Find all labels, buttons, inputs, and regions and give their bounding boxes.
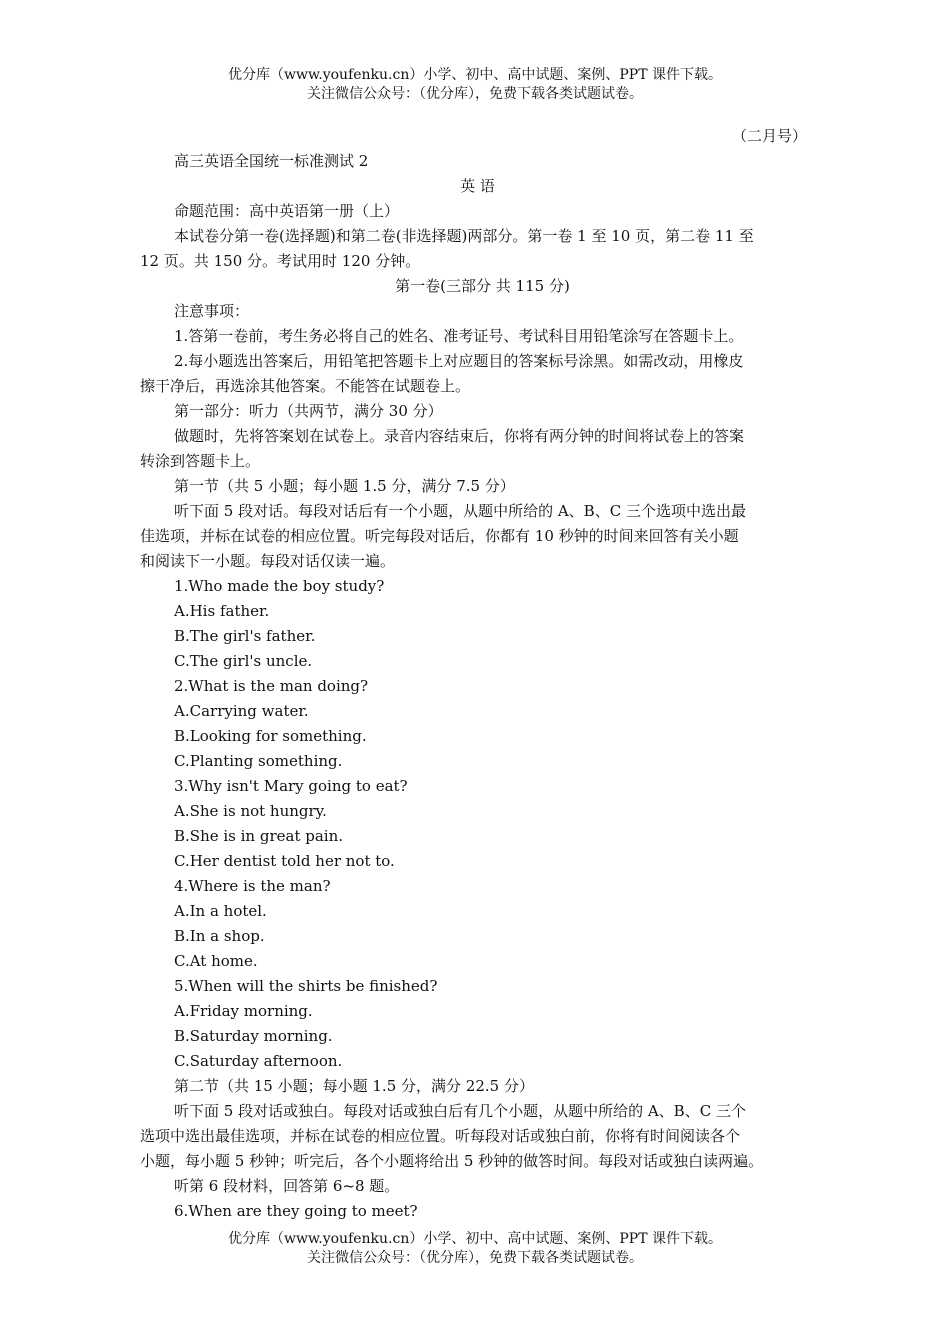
question-stem: 5.When will the shirts be finished? bbox=[174, 977, 438, 995]
option-a: A.In a hotel. bbox=[174, 902, 267, 920]
option-b: B.Looking for something. bbox=[174, 727, 367, 745]
option-a: A.She is not hungry. bbox=[174, 802, 327, 820]
question-5 bbox=[140, 974, 815, 1074]
question-6-stem: 6.When are they going to meet? bbox=[174, 1202, 418, 1220]
scope-line: 命题范围：高中英语第一册（上） bbox=[174, 202, 400, 220]
intro-line-1: 本试卷分第一卷(选择题)和第二卷(非选择题)两部分。第一卷 1 至 10 页，第二卷 11 至 bbox=[174, 227, 754, 245]
header-line-1: 优分库（www.youfenku.cn）小学、初中、高中试题、案例、PPT 课件下载。 bbox=[227, 67, 722, 83]
option-a: A.Carrying water. bbox=[174, 702, 309, 720]
notes-title: 注意事项： bbox=[174, 302, 250, 320]
page-footer bbox=[0, 1230, 950, 1268]
page-header bbox=[0, 66, 950, 104]
option-b: B.She is in great pain. bbox=[174, 827, 344, 845]
option-c: C.At home. bbox=[174, 952, 258, 970]
question-stem: 3.Why isn't Mary going to eat? bbox=[174, 777, 408, 795]
section1-instr-line-1: 听下面 5 段对话。每段对话后有一个小题，从题中所给的 A、B、C 三个选项中选出最 bbox=[174, 502, 746, 520]
test-title: 高三英语全国统一标准测试 2 bbox=[174, 152, 369, 170]
volume1-heading: 第一卷(三部分 共 115 分) bbox=[395, 277, 570, 295]
option-c: C.Saturday afternoon. bbox=[174, 1052, 343, 1070]
note-item-2-line-2: 擦干净后，再选涂其他答案。不能答在试题卷上。 bbox=[140, 377, 471, 395]
section2-instr-line-2: 选项中选出最佳选项，并标在试卷的相应位置。听每段对话或独白前，你将有时间阅读各个 bbox=[140, 1127, 741, 1145]
material-6-heading: 听第 6 段材料，回答第 6~8 题。 bbox=[174, 1177, 400, 1195]
document-body bbox=[140, 124, 815, 1224]
option-c: C.The girl's uncle. bbox=[174, 652, 313, 670]
question-1 bbox=[140, 574, 815, 674]
part1-title: 第一部分：听力（共两节，满分 30 分） bbox=[174, 402, 443, 420]
option-c: C.Planting something. bbox=[174, 752, 343, 770]
option-b: B.In a shop. bbox=[174, 927, 265, 945]
note-item-2-line-1: 2.每小题选出答案后，用铅笔把答题卡上对应题目的答案标号涂黑。如需改动，用橡皮 bbox=[174, 352, 744, 370]
part1-instr-line-1: 做题时，先将答案划在试卷上。录音内容结束后，你将有两分钟的时间将试卷上的答案 bbox=[174, 427, 745, 445]
question-stem: 1.Who made the boy study? bbox=[174, 577, 385, 595]
header-line-2: 关注微信公众号：（优分库），免费下载各类试题试卷。 bbox=[307, 86, 643, 102]
question-4 bbox=[140, 874, 815, 974]
option-c: C.Her dentist told her not to. bbox=[174, 852, 395, 870]
option-a: A.Friday morning. bbox=[174, 1002, 313, 1020]
question-2 bbox=[140, 674, 815, 774]
section2-title: 第二节（共 15 小题；每小题 1.5 分，满分 22.5 分） bbox=[174, 1077, 534, 1095]
option-b: B.The girl's father. bbox=[174, 627, 316, 645]
section2-instr-line-3: 小题，每小题 5 秒钟；听完后，各个小题将给出 5 秒钟的做答时间。每段对话或独白读两遍。 bbox=[140, 1152, 764, 1170]
section2-instr-line-1: 听下面 5 段对话或独白。每段对话或独白后有几个小题，从题中所给的 A、B、C 三个 bbox=[174, 1102, 746, 1120]
option-b: B.Saturday morning. bbox=[174, 1027, 333, 1045]
section1-instr-line-3: 和阅读下一小题。每段对话仅读一遍。 bbox=[140, 552, 396, 570]
subject-title: 英 语 bbox=[460, 177, 495, 195]
section1-instr-line-2: 佳选项，并标在试卷的相应位置。听完每段对话后，你都有 10 秒钟的时间来回答有关小题 bbox=[140, 527, 739, 545]
note-item-1: 1.答第一卷前，考生务必将自己的姓名、准考证号、考试科目用铅笔涂写在答题卡上。 bbox=[174, 327, 744, 345]
option-a: A.His father. bbox=[174, 602, 270, 620]
intro-line-2: 12 页。共 150 分。考试用时 120 分钟。 bbox=[140, 252, 421, 270]
question-stem: 4.Where is the man? bbox=[174, 877, 331, 895]
question-stem: 2.What is the man doing? bbox=[174, 677, 369, 695]
section1-title: 第一节（共 5 小题；每小题 1.5 分，满分 7.5 分） bbox=[174, 477, 515, 495]
footer-line-2: 关注微信公众号：（优分库），免费下载各类试题试卷。 bbox=[307, 1250, 643, 1266]
part1-instr-line-2: 转涂到答题卡上。 bbox=[140, 452, 261, 470]
question-3 bbox=[140, 774, 815, 874]
issue-label: （二月号） bbox=[731, 127, 807, 145]
footer-line-1: 优分库（www.youfenku.cn）小学、初中、高中试题、案例、PPT 课件下载。 bbox=[227, 1231, 722, 1247]
